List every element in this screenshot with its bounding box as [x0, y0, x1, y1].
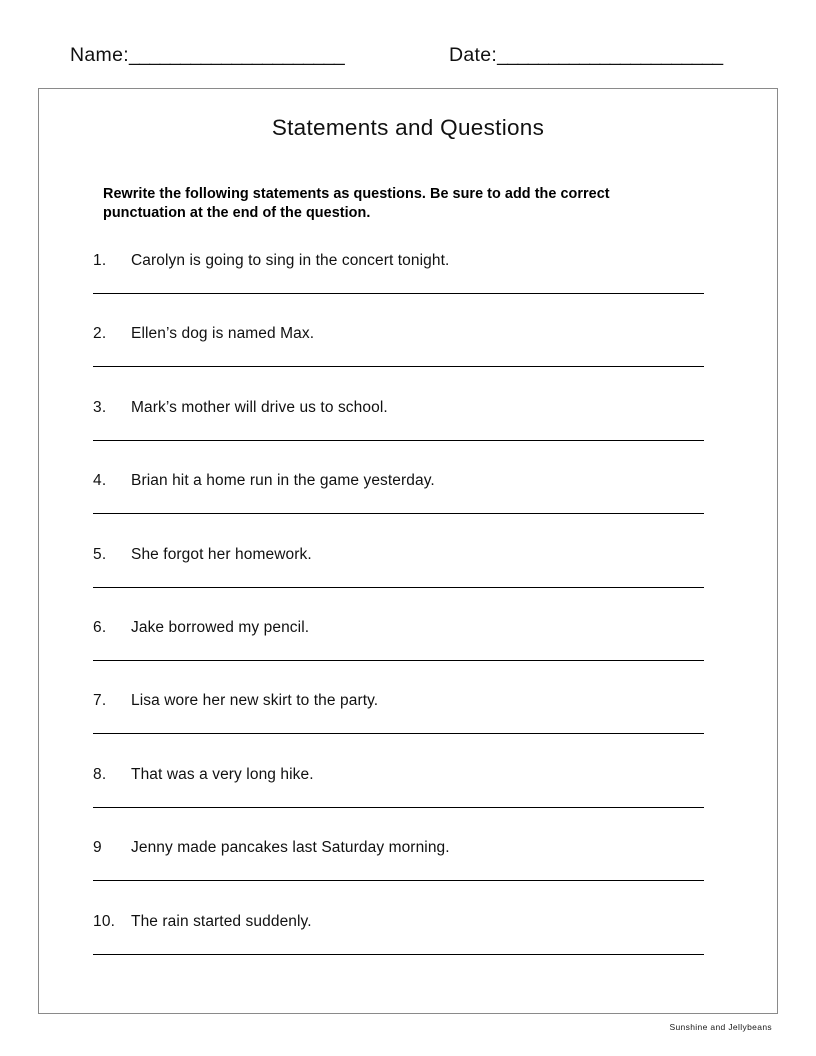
footer-credit: Sunshine and Jellybeans	[669, 1022, 772, 1032]
question-number: 9	[93, 839, 102, 857]
question-number: 5.	[93, 545, 107, 563]
question-statement: Ellen’s dog is named Max.	[131, 325, 315, 343]
question-number: 8.	[93, 765, 107, 783]
question-statement: Jenny made pancakes last Saturday morning.	[131, 839, 450, 857]
answer-write-line[interactable]	[93, 440, 704, 441]
answer-write-line[interactable]	[93, 513, 704, 514]
question-item	[39, 913, 777, 986]
instructions-text: Rewrite the following statements as questions. Be sure to add the correct punctuation at the end of the question.	[103, 186, 610, 222]
name-write-line[interactable]: _____________________	[128, 44, 345, 66]
question-number: 7.	[93, 692, 107, 710]
answer-write-line[interactable]	[93, 807, 704, 808]
name-field[interactable]	[70, 44, 344, 67]
question-item	[39, 472, 777, 545]
answer-write-line[interactable]	[93, 660, 704, 661]
question-item	[39, 252, 777, 325]
question-item	[39, 619, 777, 692]
question-item	[39, 839, 777, 912]
answer-write-line[interactable]	[93, 880, 704, 881]
question-number: 10.	[93, 912, 116, 930]
student-info-header	[0, 44, 816, 78]
question-statement: Brian hit a home run in the game yesterday.	[131, 472, 435, 490]
question-statement: That was a very long hike.	[131, 765, 314, 783]
page-title: Statements and Questions	[271, 115, 545, 140]
date-label: Date:	[449, 44, 498, 66]
question-statement: Carolyn is going to sing in the concert tonight.	[131, 252, 450, 269]
date-field[interactable]	[449, 44, 723, 67]
question-item	[39, 399, 777, 472]
question-statement: Mark’s mother will drive us to school.	[131, 398, 388, 416]
question-number: 1.	[93, 252, 107, 269]
question-item	[39, 325, 777, 398]
question-statement: Jake borrowed my pencil.	[131, 619, 310, 636]
answer-write-line[interactable]	[93, 366, 704, 367]
answer-write-line[interactable]	[93, 293, 704, 294]
answer-write-line[interactable]	[93, 733, 704, 734]
worksheet-container	[38, 88, 778, 1014]
answer-write-line[interactable]	[93, 587, 704, 588]
question-item	[39, 692, 777, 765]
question-statement: The rain started suddenly.	[131, 912, 312, 930]
question-statement: She forgot her homework.	[131, 545, 312, 563]
question-number: 3.	[93, 398, 107, 416]
question-number: 4.	[93, 472, 107, 490]
question-number: 6.	[93, 619, 107, 636]
answer-write-line[interactable]	[93, 954, 704, 955]
question-number: 2.	[93, 325, 107, 343]
question-item	[39, 546, 777, 619]
question-item	[39, 766, 777, 839]
name-label: Name:	[70, 44, 129, 66]
date-write-line[interactable]: ______________________	[497, 44, 723, 66]
question-statement: Lisa wore her new skirt to the party.	[131, 692, 379, 710]
